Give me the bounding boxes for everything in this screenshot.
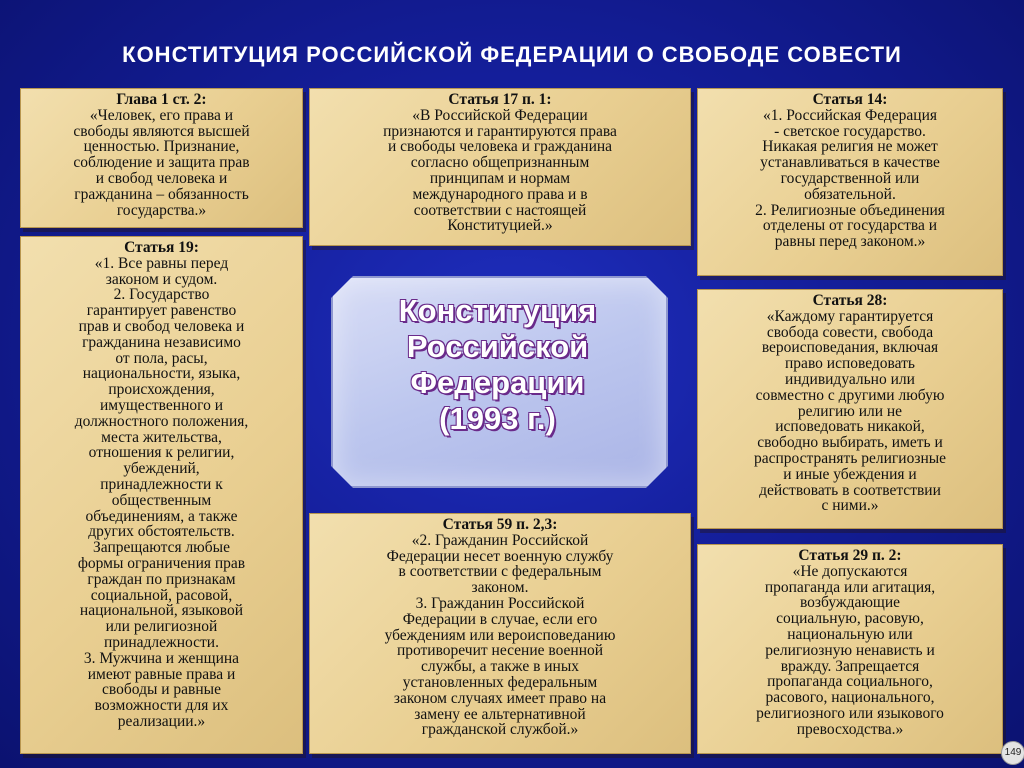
- card-article59: [309, 513, 691, 754]
- center-plaque-text: Конституция Российской Федерации (1993 г.): [398, 293, 597, 436]
- card-heading: Статья 28:: [812, 292, 888, 309]
- card-heading: Статья 29 п. 2:: [798, 547, 902, 564]
- card-chapter1-article2: [20, 88, 303, 228]
- card-heading: Глава 1 ст. 2:: [116, 91, 207, 108]
- card-heading: Статья 14:: [812, 91, 888, 108]
- card-article17: [309, 88, 691, 246]
- card-text: «1. Все равны перед законом и судом. 2. Государство гарантирует равенство прав и свобод человека и гражданина независимо от пола, расы, национальности, языка, происхождения, имущественного и должностного положения, места жительства, отношения к религии, убеждений, принадлежности к общественным объединениям, а также других обстоятельств. Запрещаются любые формы ограничения прав граждан по признакам социальной, расовой, национальной, языковой или религиозной принадлежности. 3. Мужчина и женщина имеют равные права и свободы и равные возможности для их реализации.»: [74, 254, 249, 730]
- card-article28: [697, 289, 1003, 529]
- card-text: «1. Российская Федерация - светское государство. Никакая религия не может устанавливаться в качестве государственной или обязательной. 2. Религиозные объединения отделены от государства и равны перед законом.»: [755, 106, 945, 251]
- card-text: «В Российской Федерации признаются и гарантируются права и свободы человека и гражданина согласно общепризнанным принципам и нормам международного права и в соответствии с настоящей Конституцией.»: [383, 106, 617, 235]
- card-article29: [697, 544, 1003, 754]
- card-text: «2. Гражданин Российской Федерации несет военную службу в соответствии с федеральным законом. 3. Гражданин Российской Федерации в случае, если его убеждениям или вероисповеданию противоречит несение военной службы, а также в иных установленных федеральным законом случаях имеет право на замену ее альтернативной гражданской службой.»: [384, 531, 616, 739]
- card-article14: [697, 88, 1003, 276]
- card-heading: Статья 59 п. 2,3:: [442, 516, 558, 533]
- card-heading: Статья 19:: [124, 239, 199, 256]
- card-text: «Каждому гарантируется свобода совести, свобода вероисповедания, включая право исповедовать индивидуально или совместно с другими любую религию или не исповедовать никакой, свободно выбирать, иметь и распространять религиозные и иные убеждения и действовать в соответствии с ними.»: [753, 307, 947, 515]
- card-article19: [20, 236, 303, 754]
- card-text: «Не допускаются пропаганда или агитация, возбуждающие социальную, расовую, национальную или религиозную ненависть и вражду. Запрещается пропаганда социального, расового, национального, религиозного или языкового превосходства.»: [756, 562, 944, 738]
- card-heading: Статья 17 п. 1:: [448, 91, 552, 108]
- card-text: «Человек, его права и свободы являются высшей ценностью. Признание, соблюдение и защита прав и свобод человека и гражданина – обязанность государства.»: [73, 106, 250, 219]
- page-number-badge: 149: [1001, 741, 1024, 765]
- page-title: КОНСТИТУЦИЯ РОССИЙСКОЙ ФЕДЕРАЦИИ О СВОБОДЕ СОВЕСТИ: [122, 42, 902, 67]
